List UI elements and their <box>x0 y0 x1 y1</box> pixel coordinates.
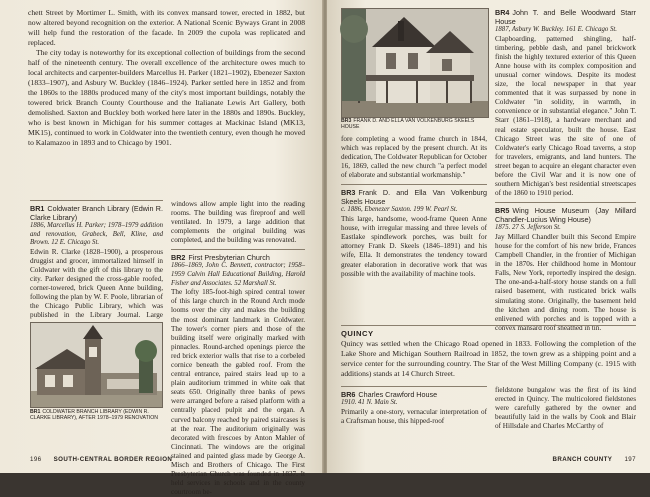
library-illustration <box>31 323 162 407</box>
caption-id: BR1 <box>30 409 41 415</box>
br3-column <box>341 135 487 279</box>
entry-title <box>495 8 636 26</box>
entry-title <box>171 253 305 262</box>
entry-title-text: Coldwater Branch Library (Edwin R. Clarke Library) <box>30 204 163 222</box>
entry-title-text: Wing House Museum (Jay Millard Chandler-Lucius Wing House) <box>495 206 636 225</box>
entry-title <box>495 206 636 224</box>
right-footer <box>552 456 636 463</box>
divider <box>30 200 163 201</box>
br6-continued <box>495 386 636 431</box>
section-body: Quincy was settled when the Chicago Road opened in 1833. Following the completion of the Lake Shore and Michigan Southern Railroad in 1852, the town grew as a shipping point and a service center for the surrounding country. The Star of the West Milling Company (c. 1915 with additions) stands at 14 Church Street. <box>341 339 636 378</box>
entry-body: This large, handsome, wood-frame Queen Anne house, with irregular massing and three levels of Eastlake spindlework porches, was built for attorney Frank D. Skeels (1846–1891) and his wife, Ella. It demonstrates the tendency toward greater elaboration in decorative work that was possible with the availability of machine tools. <box>341 215 487 278</box>
divider <box>171 249 305 250</box>
entry-title-text: Charles Crawford House <box>358 390 438 399</box>
br1-entry <box>30 200 163 330</box>
entry-title <box>341 188 487 206</box>
divider <box>495 202 636 203</box>
entry-meta: 1886, Marcellus H. Parker; 1978–1979 addition and renovation, Grabeck, Bell, Kline, and Brown. 12 E. Chicago St. <box>30 222 163 247</box>
entry-meta: c. 1886, Ebenezer Saxton. 199 W. Pearl St. <box>341 206 458 214</box>
entry-id: BR1 <box>30 204 45 213</box>
entry-body-continued: windows allow ample light into the reading rooms. The building was fireproof and well ventilated. In 1979, a large addition that complements the original building was completed, and the building was renovated. <box>171 200 305 245</box>
right-page <box>327 0 650 473</box>
entry-id: BR3 <box>341 188 356 198</box>
divider <box>341 325 636 326</box>
br2-column <box>171 200 305 497</box>
page-number: 197 <box>624 456 636 463</box>
left-footer <box>30 456 172 463</box>
house-illustration <box>342 9 488 117</box>
entry-meta: 1910. 41 N. Main St. <box>341 399 398 406</box>
br1-caption <box>30 409 163 422</box>
intro-paragraph: The city today is noteworthy for its exceptional collection of buildings from the second half of the nineteenth century. The overall excellence of the architecture owes much to local architects and carpenter-builders Marcellus H. Parker (1821–1902), Ebenezer Saxton (1833–1907), and Asbury W. Buckley (1846–1924). Parker settled here in 1852 and from the 1860s to the 1880s produced many of the city's most important buildings, notably the towered brick Branch County Courthouse and the Italianate Lewis Art Gallery, both demolished. Saxton and Buckley both worked here later in the 1880s and 1890s. Buckley, who is best known in Michigan for his summer cottages at Mackinac Island (MK13, MK15), continued to work in Coldwater into the twentieth century, even though he moved to Kalamazoo in 1893 and to Chicago by 1901. <box>28 48 305 147</box>
entry-title-text: First Presbyterian Church <box>188 253 270 263</box>
page-number: 196 <box>30 456 42 463</box>
caption-text: FRANK D. AND ELLA VAN VOLKENBURG SKEELS HOUSE <box>341 118 475 131</box>
intro-paragraph: chett Street by Mortimer L. Smith, with its convex mansard tower, erected in 1882, but now altered beyond recognition on the exterior. A National Scenic Byways Grant in 2008 will help fund the restoration of the facade. In 2009 the cupola was replicated and replaced. <box>28 8 305 47</box>
entry-body: Jay Millard Chandler built this Second Empire house for the comfort of his new bride, Frances Campbell Chandler, in the frontier of Michigan in the 1870s. Her childhood home in Montour Falls, New York, reportedly inspired the design. The one-and-a-half-story house stands on a full raised basement, with rusticated brick walls simulating stone. Originally, the basement held the kitchen and dining room. The house is enlivened with porches and is topped with a convex mansard roof sheathed in tin. <box>495 232 636 332</box>
caption-id: BR3 <box>341 118 352 124</box>
entry-meta: 1866–1869, John C. Bennett, contractor; 1958–1959 Calvin Hall Educational Building, Harold Fisher and Associates. 52 Marshall St. <box>171 262 305 287</box>
entry-meta: 1875. 27 S. Jefferson St. <box>495 224 561 232</box>
br3-caption <box>341 118 487 131</box>
br4-br5-column <box>495 8 636 333</box>
divider <box>341 184 487 185</box>
left-page <box>0 0 323 497</box>
skeels-house-photo <box>341 8 489 118</box>
entry-body: Clapboarding, patterned shingling, half-timbering, pebble dash, and panel brickwork finish the highly textured exterior of this Queen Anne house with its complex composition and unusual corner windows. Despite its modest size, the local newspaper in that year commented that it was surpassed by none in Coldwater "in solidity, in warmth, in convenience or in substantial elegance." John T. Starr (1861–1918), a hardware merchant and real estate speculator, built the house. East Chicago Street was the site of one of Coldwater's early Chicago Road taverns, a stop for travelers, emigrants, and land hunters. The street began to acquire an elegant character even before the Civil War and it is now one of southern Michigan's best residential streetscapes of the 1860 to 1910 period. <box>495 34 636 198</box>
running-head: BRANCH COUNTY <box>552 456 613 463</box>
caption-text: COLDWATER BRANCH LIBRARY (EDWIN R. CLARKE LIBRARY), AFTER 1978–1979 RENOVATION <box>30 409 159 422</box>
entry-body: Primarily a one-story, vernacular interpretation of a Craftsman house, this hipped-roof <box>341 407 487 425</box>
entry-title-text: Frank D. and Ella Van Volkenburg Skeels House <box>341 188 487 207</box>
entry-meta: 1887, Asbury W. Buckley. 161 E. Chicago St. <box>495 26 617 33</box>
running-head: SOUTH-CENTRAL BORDER REGION <box>53 456 173 463</box>
entry-id: BR4 <box>495 8 510 17</box>
section-heading: QUINCY <box>341 329 374 338</box>
entry-id: BR5 <box>495 206 510 216</box>
entry-body-continued: fieldstone bungalow was the first of its kind erected in Quincy. The multicolored fieldstones were carefully gathered by the owner and beautifully laid in the walls by Cook and Blair of Hillsdale and Charles McCarthy of <box>495 386 636 431</box>
entry-body-continued: fore completing a wood frame church in 1844, which was replaced by the present church. At its dedication, The Coldwater Republican for October 16, 1869, called the new church "a perfect model of elaborate and substantial workmanship." <box>341 135 487 180</box>
intro-text <box>28 8 305 148</box>
divider <box>341 386 487 387</box>
entry-id: BR6 <box>341 390 356 399</box>
br6-entry <box>341 386 487 426</box>
entry-id: BR2 <box>171 253 186 263</box>
entry-title-text: John T. and Belle Woodward Starr House <box>495 8 636 26</box>
entry-body: Edwin R. Clarke (1828–1900), a prosperous druggist and grocer, immortalized himself in Coldwater with the gift of this library to the city. Parker designed the cross-gable roofed, corner-towered, brick Queen Anne building, following the plan by W. F. Poole, librarian of the Chicago Public Library, which was published in the Library Journal. Large <box>30 247 163 320</box>
entry-title <box>30 204 163 222</box>
entry-title <box>341 390 487 399</box>
coldwater-library-photo <box>30 322 163 408</box>
entry-body: The lofty 185-foot-high spired central tower of this large church in the Round Arch mode looms over the city and makes the building the most dominant landmark in Coldwater. The tower's corner piers and those of the building itself were originally marked with pinnacles. Round-arched openings pierce the red brick exterior walls that rise to a corbeled cornice beneath the gabled roof. From the central entrance, paired stairs lead up to a plain auditorium trimmed in white oak that seats 650. Originally three banks of pews were arranged before a raised platform with a centrally placed pulpit and the organ. A curved balcony reached by paired staircases is at the rear. The auditorium originally was decorated with frescoes by Anton Mahler of Cincinnati. The windows are the original stained and painted glass made by George A. Misch and Brothers of Chicago. The First Presbyterian Church was founded in 1837. It held services in schools and in the county courtroom be- <box>171 288 305 497</box>
quincy-section <box>341 325 636 379</box>
